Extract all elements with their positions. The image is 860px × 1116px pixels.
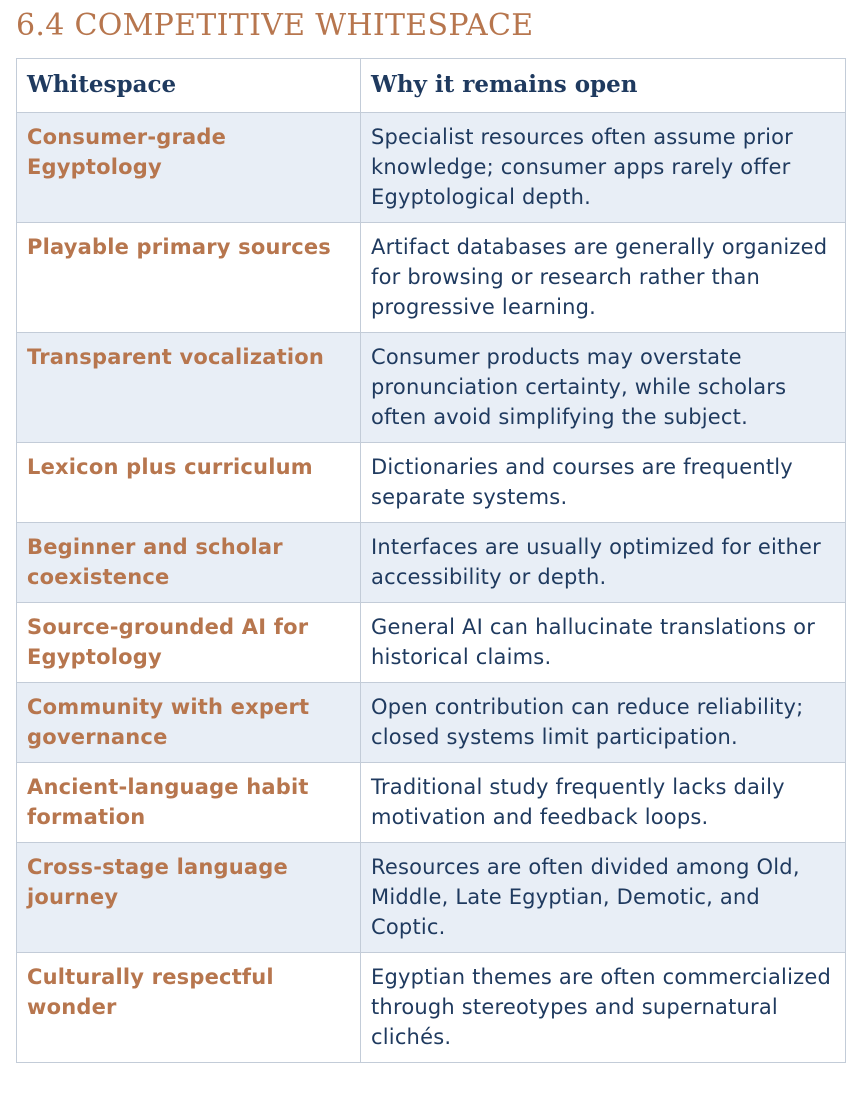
- whitespace-cell: Beginner and scholar coexistence: [17, 523, 361, 603]
- column-header-whitespace: Whitespace: [17, 59, 361, 113]
- section-title: 6.4 COMPETITIVE WHITESPACE: [16, 8, 534, 43]
- table-row: [17, 603, 846, 683]
- whitespace-cell: Source-grounded AI for Egyptology: [17, 603, 361, 683]
- whitespace-cell: Transparent vocalization: [17, 333, 361, 443]
- table-row: [17, 953, 846, 1063]
- table-row: [17, 223, 846, 333]
- table-row: [17, 523, 846, 603]
- whitespace-cell: Playable primary sources: [17, 223, 361, 333]
- reason-cell: Resources are often divided among Old, Middle, Late Egyptian, Demotic, and Coptic.: [361, 843, 846, 953]
- reason-cell: Interfaces are usually optimized for either accessibility or depth.: [361, 523, 846, 603]
- whitespace-table: [16, 58, 846, 1063]
- whitespace-cell: Lexicon plus curriculum: [17, 443, 361, 523]
- reason-cell: Traditional study frequently lacks daily motivation and feedback loops.: [361, 763, 846, 843]
- whitespace-cell: Consumer-grade Egyptology: [17, 113, 361, 223]
- table-row: [17, 683, 846, 763]
- table-row: [17, 113, 846, 223]
- whitespace-cell: Ancient-language habit formation: [17, 763, 361, 843]
- whitespace-cell: Culturally respectful wonder: [17, 953, 361, 1063]
- reason-cell: Specialist resources often assume prior knowledge; consumer apps rarely offer Egyptological depth.: [361, 113, 846, 223]
- whitespace-cell: Community with expert governance: [17, 683, 361, 763]
- reason-cell: General AI can hallucinate translations or historical claims.: [361, 603, 846, 683]
- reason-cell: Egyptian themes are often commercialized through stereotypes and supernatural clichés.: [361, 953, 846, 1063]
- table-row: [17, 443, 846, 523]
- reason-cell: Consumer products may overstate pronunciation certainty, while scholars often avoid simplifying the subject.: [361, 333, 846, 443]
- whitespace-cell: Cross-stage language journey: [17, 843, 361, 953]
- reason-cell: Open contribution can reduce reliability; closed systems limit participation.: [361, 683, 846, 763]
- table-row: [17, 333, 846, 443]
- table-header-row: [17, 59, 846, 113]
- reason-cell: Dictionaries and courses are frequently separate systems.: [361, 443, 846, 523]
- table-row: [17, 763, 846, 843]
- reason-cell: Artifact databases are generally organized for browsing or research rather than progressive learning.: [361, 223, 846, 333]
- column-header-reason: Why it remains open: [361, 59, 846, 113]
- table-row: [17, 843, 846, 953]
